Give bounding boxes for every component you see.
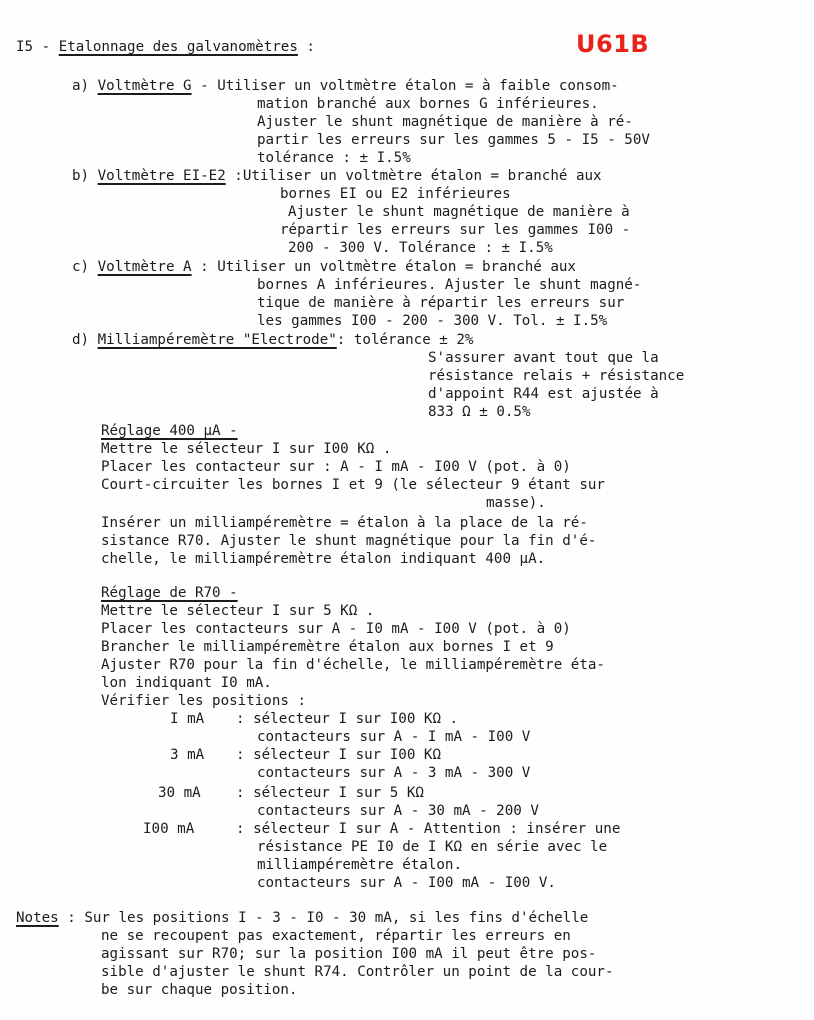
reglage-400-line: Insérer un milliampéremètre = étalon à la place de la ré- [101, 515, 588, 531]
item-b-line-1 [72, 167, 602, 185]
item-text: : tolérance ± 2% [336, 332, 474, 348]
reglage-r70-line: Ajuster R70 pour la fin d'échelle, le milliampéremètre éta- [101, 657, 605, 673]
item-b-line: 200 - 300 V. Tolérance : ± I.5% [288, 240, 553, 256]
reglage-r70-title: Réglage de R70 - [101, 585, 238, 601]
item-d-line: d'appoint R44 est ajustée à [428, 386, 659, 402]
section-heading [16, 38, 315, 56]
reglage-r70-line: Mettre le sélecteur I sur 5 KΩ . [101, 603, 375, 619]
item-text: : Utiliser un voltmètre étalon = branché aux [191, 259, 576, 275]
item-d-line: résistance relais + résistance [428, 368, 685, 384]
reglage-400-title: Réglage 400 µA - [101, 423, 238, 439]
position-line: : sélecteur I sur 5 KΩ [236, 785, 424, 801]
item-c-line: tique de manière à répartir les erreurs sur [257, 295, 625, 311]
item-d-line: 833 Ω ± 0.5% [428, 404, 531, 420]
section-number: I5 - [16, 39, 59, 55]
reglage-400-line: chelle, le milliampéremètre étalon indiquant 400 µA. [101, 551, 546, 567]
position-line: résistance PE I0 de I KΩ en série avec le [257, 839, 608, 855]
position-line: contacteurs sur A - I00 mA - I00 V. [257, 875, 556, 891]
item-name: Milliampéremètre "Electrode" [97, 332, 337, 348]
item-text: :Utiliser un voltmètre étalon = branché aux [225, 168, 602, 184]
item-letter: c) [72, 259, 98, 275]
position-line: contacteurs sur A - 3 mA - 300 V [257, 765, 531, 781]
item-b-line: bornes EI ou E2 inférieures [280, 186, 511, 202]
reglage-400-line: sistance R70. Ajuster le shunt magnétique pour la fin d'é- [101, 533, 597, 549]
reglage-400-line: Mettre le sélecteur I sur I00 KΩ . [101, 441, 392, 457]
item-d-line: S'assurer avant tout que la [428, 350, 659, 366]
item-a-line-1 [72, 77, 619, 95]
reglage-400-line: Placer les contacteur sur : A - I mA - I00 V (pot. à 0) [101, 459, 571, 475]
position-range: 30 mA [158, 785, 201, 801]
item-c-line: bornes A inférieures. Ajuster le shunt magné- [257, 277, 642, 293]
item-d-line-1 [72, 331, 473, 349]
reglage-r70-line: Placer les contacteurs sur A - I0 mA - I00 V (pot. à 0) [101, 621, 571, 637]
reglage-r70-line: lon indiquant I0 mA. [101, 675, 272, 691]
notes-line: sible d'ajuster le shunt R74. Contrôler un point de la cour- [101, 964, 614, 980]
item-a-line: Ajuster le shunt magnétique de manière à ré- [257, 114, 633, 130]
item-letter: d) [72, 332, 98, 348]
heading-colon: : [297, 39, 315, 55]
item-name: Voltmètre A [97, 259, 192, 275]
item-c-line-1 [72, 258, 576, 276]
notes-line: agissant sur R70; sur la position I00 mA il peut être pos- [101, 946, 597, 962]
position-range: I mA [170, 711, 205, 727]
position-line: milliampéremètre étalon. [257, 857, 462, 873]
reglage-400-line: Court-circuiter les bornes I et 9 (le sélecteur 9 étant sur [101, 477, 605, 493]
notes-line: ne se recoupent pas exactement, répartir les erreurs en [101, 928, 571, 944]
position-range: I00 mA [143, 821, 195, 837]
item-name: Voltmètre G [97, 78, 192, 94]
item-letter: b) [72, 168, 98, 184]
notes-line: be sur chaque position. [101, 982, 298, 998]
notes-label: Notes [16, 910, 59, 926]
item-letter: a) [72, 78, 98, 94]
item-a-line: partir les erreurs sur les gammes 5 - I5 - 50V [257, 132, 650, 148]
item-b-line: répartir les erreurs sur les gammes I00 - [280, 222, 631, 238]
position-line: : sélecteur I sur A - Attention : insérer une [236, 821, 621, 837]
item-name: Voltmètre EI-E2 [97, 168, 226, 184]
item-b-line: Ajuster le shunt magnétique de manière à [288, 204, 630, 220]
section-title: Etalonnage des galvanomètres [58, 39, 298, 55]
reglage-r70-line: Brancher le milliampéremètre étalon aux bornes I et 9 [101, 639, 554, 655]
position-range: 3 mA [170, 747, 205, 763]
reglage-400-line: masse). [486, 495, 546, 511]
document-code-badge: U61B [576, 30, 650, 58]
item-a-line: mation branché aux bornes G inférieures. [257, 96, 599, 112]
item-a-line: tolérance : ± I.5% [257, 150, 411, 166]
reglage-r70-line: Vérifier les positions : [101, 693, 306, 709]
item-text: - Utiliser un voltmètre étalon = à faible consom- [191, 78, 619, 94]
position-line: : sélecteur I sur I00 KΩ . [236, 711, 459, 727]
position-line: contacteurs sur A - 30 mA - 200 V [257, 803, 539, 819]
position-line: contacteurs sur A - I mA - I00 V [257, 729, 531, 745]
item-c-line: les gammes I00 - 200 - 300 V. Tol. ± I.5% [257, 313, 608, 329]
notes-text: : Sur les positions I - 3 - I0 - 30 mA, si les fins d'échelle [58, 910, 589, 926]
position-line: : sélecteur I sur I00 KΩ [236, 747, 441, 763]
notes-line-1 [16, 909, 588, 927]
